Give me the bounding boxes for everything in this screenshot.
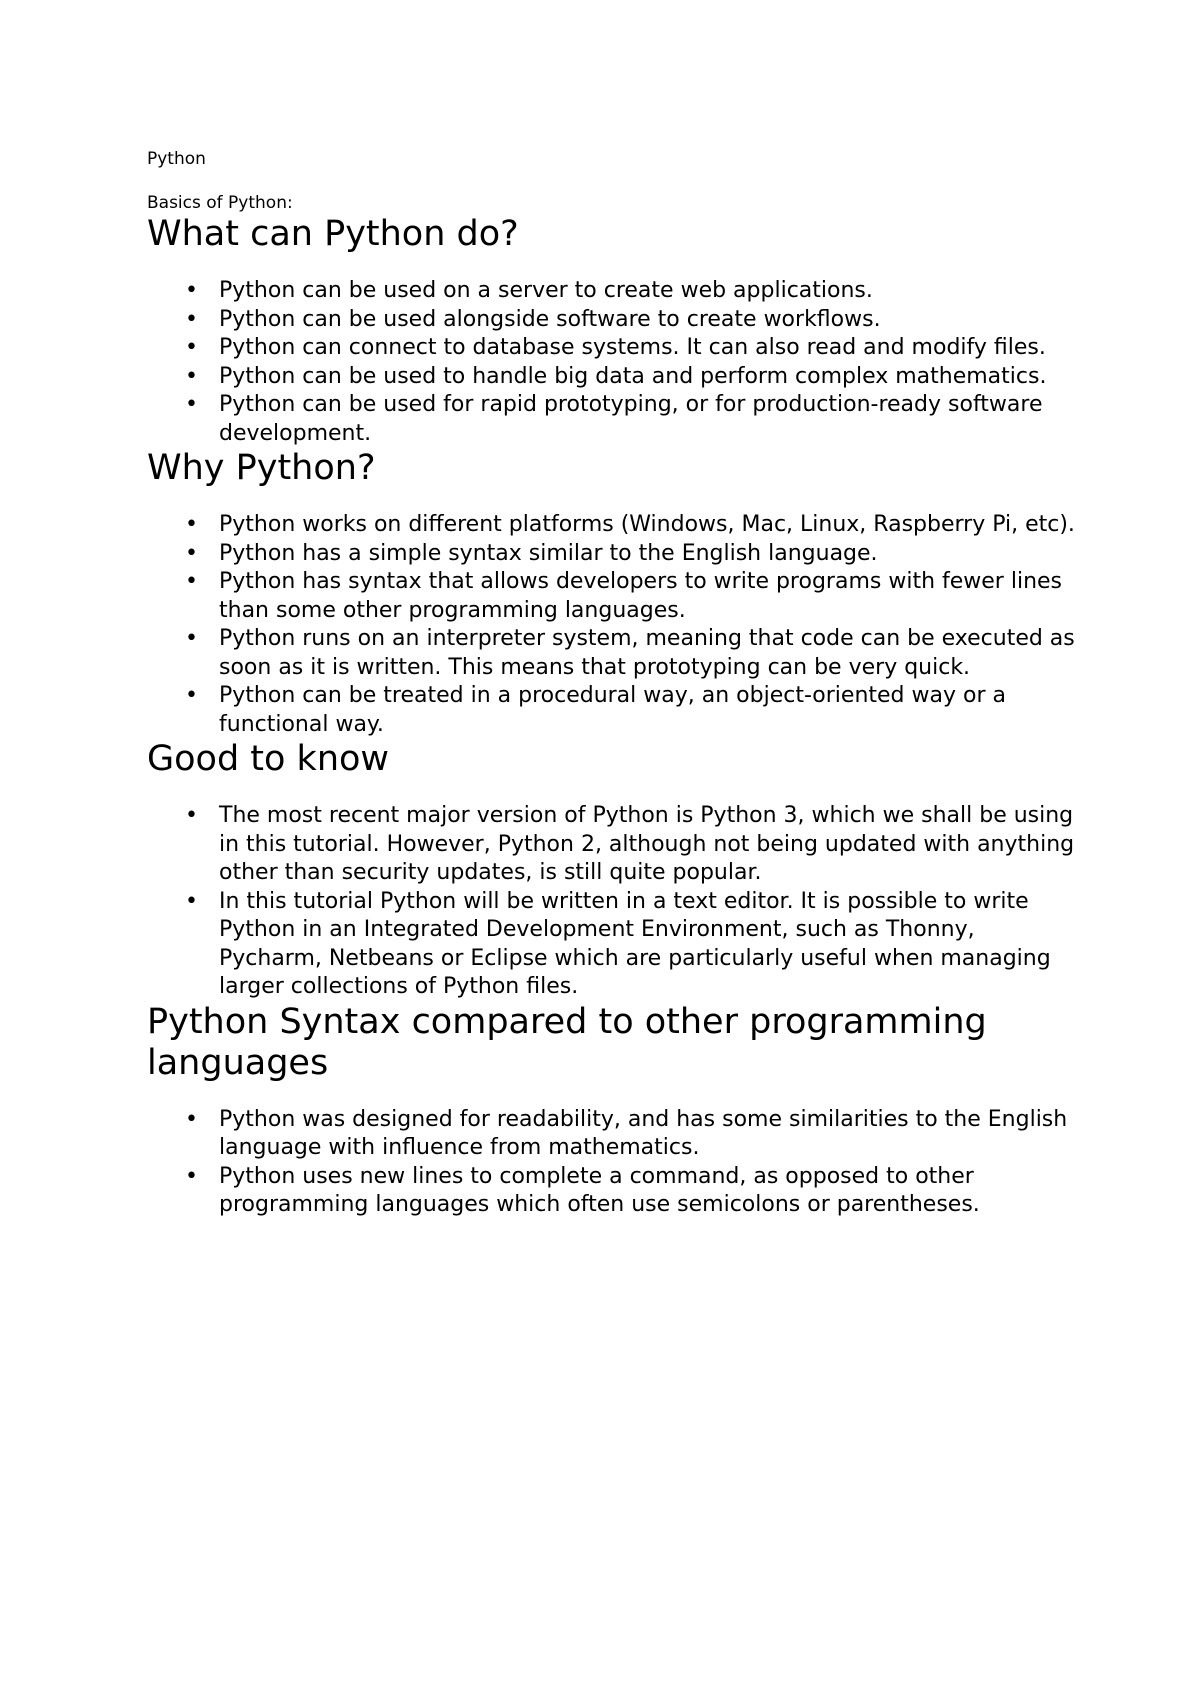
bullet-list — [147, 1106, 1077, 1220]
bullet-icon: • — [185, 335, 198, 360]
list-item-text: Python can be treated in a procedural way, an object-oriented way or a functional way. — [219, 683, 1006, 737]
bullet-icon: • — [185, 1163, 198, 1189]
list-item — [147, 682, 1077, 739]
bullet-icon: • — [185, 306, 198, 332]
bullet-icon: • — [185, 626, 198, 651]
section-heading: Good to know — [147, 739, 390, 779]
list-item-text: In this tutorial Python will be written in a text editor. It is possible to write Python in an Integrated Development Environment, such as Thonny, Pycharm, Netbeans or Eclipse which are particularly useful when managing larger collections of Python files. — [219, 888, 1051, 999]
bullet-icon: • — [185, 888, 198, 914]
list-item — [147, 888, 1077, 1002]
list-item-text: Python uses new lines to complete a command, as opposed to other programming languages which often use semicolons or parentheses. — [219, 1163, 980, 1217]
list-item — [147, 540, 1077, 569]
bullet-icon: • — [185, 392, 198, 417]
list-item-text: The most recent major version of Python is Python 3, which we shall be using in this tutorial. However, Python 2, although not being updated with anything other than security updates, is still quite popular. — [219, 803, 1075, 885]
list-item-text: Python can connect to database systems. It can also read and modify files. — [219, 335, 1046, 360]
list-item — [147, 802, 1077, 888]
list-item — [147, 277, 1077, 306]
list-item — [147, 1106, 1077, 1163]
list-item-text: Python has a simple syntax similar to the English language. — [219, 540, 878, 566]
list-item-text: Python can be used to handle big data and perform complex mathematics. — [219, 363, 1047, 389]
bullet-icon: • — [185, 278, 198, 303]
bullet-icon: • — [185, 569, 198, 594]
list-item — [147, 363, 1077, 392]
list-item — [147, 625, 1077, 682]
list-item-text: Python can be used on a server to create web applications. — [219, 278, 873, 303]
bullet-icon: • — [185, 803, 198, 828]
section-why-python — [147, 448, 1077, 739]
document-page — [147, 148, 1077, 1220]
bullet-icon: • — [185, 540, 198, 566]
document-title: Python — [147, 149, 206, 169]
section-good-to-know — [147, 739, 1077, 1002]
bullet-icon: • — [185, 1106, 198, 1132]
list-item — [147, 568, 1077, 625]
bullet-icon: • — [185, 363, 198, 389]
bullet-list — [147, 511, 1077, 739]
list-item — [147, 391, 1077, 448]
list-item-text: Python works on different platforms (Windows, Mac, Linux, Raspberry Pi, etc). — [219, 512, 1075, 537]
list-item-text: Python can be used for rapid prototyping, or for production-ready software development. — [219, 392, 1043, 446]
document-subtitle: Basics of Python: — [147, 193, 293, 213]
bullet-list — [147, 277, 1077, 448]
section-heading: What can Python do? — [147, 214, 519, 254]
section-what-can-python-do — [147, 214, 1077, 448]
section-heading: Why Python? — [147, 448, 376, 488]
bullet-icon: • — [185, 683, 198, 708]
section-python-syntax — [147, 1002, 1077, 1220]
list-item-text: Python can be used alongside software to create workflows. — [219, 306, 881, 332]
bullet-list — [147, 802, 1077, 1002]
list-item-text: Python runs on an interpreter system, meaning that code can be executed as soon as it is written. This means that prototyping can be very quick. — [219, 626, 1075, 680]
list-item — [147, 334, 1077, 363]
bullet-icon: • — [185, 512, 198, 537]
list-item-text: Python was designed for readability, and has some similarities to the English language with influence from mathematics. — [219, 1106, 1068, 1160]
section-heading: Python Syntax compared to other programming languages — [147, 1001, 987, 1083]
list-item — [147, 306, 1077, 335]
list-item-text: Python has syntax that allows developers to write programs with fewer lines than some other programming languages. — [219, 569, 1063, 623]
list-item — [147, 511, 1077, 540]
list-item — [147, 1163, 1077, 1220]
